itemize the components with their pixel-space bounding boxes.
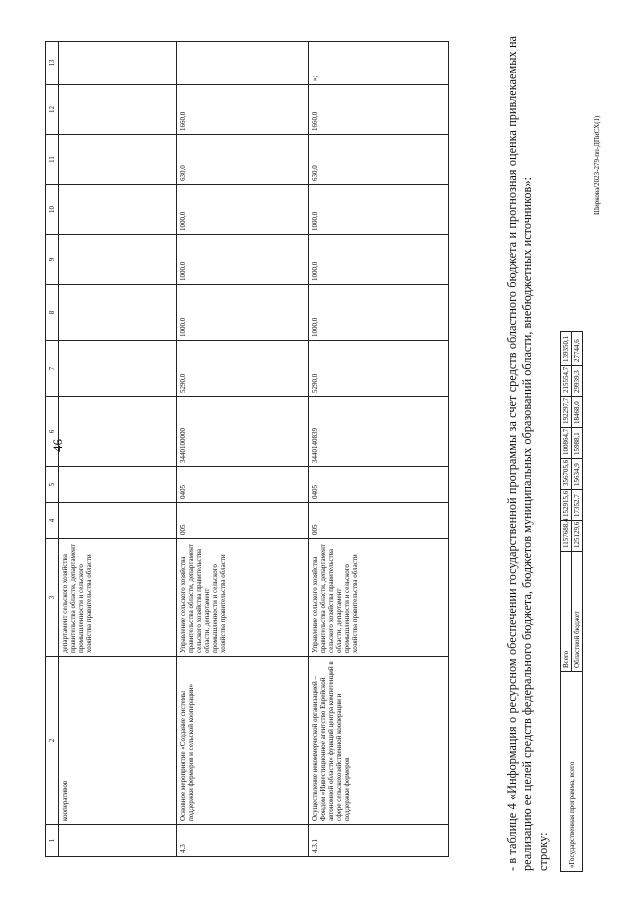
cell: 4.3.1	[309, 825, 449, 857]
cell: 005	[309, 503, 449, 539]
header-cell: 2	[46, 657, 59, 825]
header-cell: 6	[46, 397, 59, 467]
cell	[59, 235, 177, 285]
header-cell: 10	[46, 185, 59, 235]
table-row	[309, 42, 449, 857]
amendment-paragraph	[505, 36, 551, 871]
cell: 1000,0	[177, 235, 309, 285]
cell: 27744,6	[572, 332, 583, 366]
cell: 1157688,4	[561, 521, 572, 552]
cell: 192297,7	[561, 397, 572, 428]
cell: департамент сельского хозяйства правительства области, департамент промышленности и сельского хозяйства правительства области	[59, 539, 177, 657]
cell: 356705,6	[561, 459, 572, 490]
header-cell: 3	[46, 539, 59, 657]
cell: Управление сельского хозяйства правительства области, департамент сельского хозяйства правительства области, департамент промышленности и сельского хозяйства правительства области	[177, 539, 309, 657]
cell: 1660,0	[309, 85, 449, 135]
cell: 3440100000	[177, 397, 309, 467]
header-cell: 11	[46, 135, 59, 185]
cell: 125129,6	[572, 521, 583, 552]
document-footer: Ширкова/2023-279-пп-ДПиСХ(1)	[593, 115, 601, 215]
cell: кооперативов	[59, 657, 177, 825]
cell	[59, 85, 177, 135]
cell	[59, 185, 177, 235]
cell: 1000,0	[309, 285, 449, 341]
cell: Осуществление некоммерческой организацией – Фондом «Инвестиционное агентство Еврейской автономной области» функций центра компетенций в сфере сельскохозяйственной кооперации и поддержки фермеров	[309, 657, 449, 825]
summary-table	[560, 331, 583, 872]
row-label: Областной бюджет	[572, 552, 583, 672]
cell	[59, 503, 177, 539]
cell	[59, 285, 177, 341]
cell: 139350,1	[561, 332, 572, 366]
header-cell: 13	[46, 42, 59, 85]
cell: 29939,3	[572, 366, 583, 397]
cell: 17352,7	[572, 490, 583, 521]
table-row	[177, 42, 309, 857]
paragraph-line2: строку:	[536, 832, 550, 871]
cell: Основное мероприятие «Создание системы поддержки фермеров и сельской кооперации»	[177, 657, 309, 825]
cell: 1660,0	[177, 85, 309, 135]
cell	[59, 467, 177, 503]
cell: 1000,0	[177, 285, 309, 341]
cell	[59, 341, 177, 397]
cell: 100864,7	[561, 428, 572, 459]
cell	[177, 42, 309, 85]
cell: Управление сельского хозяйства правительства области, департамент сельского хозяйства правительства области, департамент промышленности и сельского хозяйства правительства области	[309, 539, 449, 657]
cell	[59, 397, 177, 467]
header-cell: 5	[46, 467, 59, 503]
main-table	[45, 41, 449, 857]
cell: 0405	[177, 467, 309, 503]
cell: 1000,0	[177, 185, 309, 235]
cell: 1000,0	[309, 185, 449, 235]
cell: 152915,6	[561, 490, 572, 521]
cell: 5290,0	[309, 341, 449, 397]
paragraph-text: - в таблице 4 «Информация о ресурсном обеспечении государственной программы за счет средств областного бюджета и прогнозная оценка привлекаемых на реализацию ее целей средств федерального бюджета, бюджетов муниципальных образований области, внебюджетных источников»:	[505, 36, 534, 871]
header-row	[46, 42, 59, 857]
table-row	[561, 332, 572, 872]
cell: 3440140839	[309, 397, 449, 467]
cell: 15634,9	[572, 459, 583, 490]
cell: 1000,0	[309, 235, 449, 285]
cell	[59, 135, 177, 185]
cell: 630,0	[177, 135, 309, 185]
cell: 18468,0	[572, 397, 583, 428]
cell: 215554,7	[561, 366, 572, 397]
program-label: «Государственная программа, всего	[561, 672, 583, 872]
cell	[59, 42, 177, 85]
cell: 4.3	[177, 825, 309, 857]
cell: 005	[177, 503, 309, 539]
table-row	[59, 42, 177, 857]
row-label: Всего	[561, 552, 572, 672]
header-cell: 8	[46, 285, 59, 341]
header-cell: 7	[46, 341, 59, 397]
cell: 630,0	[309, 135, 449, 185]
header-cell: 12	[46, 85, 59, 135]
cell: 5290,0	[177, 341, 309, 397]
cell: 15988,1	[572, 428, 583, 459]
cell: 0405	[309, 467, 449, 503]
header-cell: 4	[46, 503, 59, 539]
cell	[59, 825, 177, 857]
header-cell: 9	[46, 235, 59, 285]
cell: »;	[309, 42, 449, 85]
page-number: 46	[50, 439, 65, 452]
header-cell: 1	[46, 825, 59, 857]
